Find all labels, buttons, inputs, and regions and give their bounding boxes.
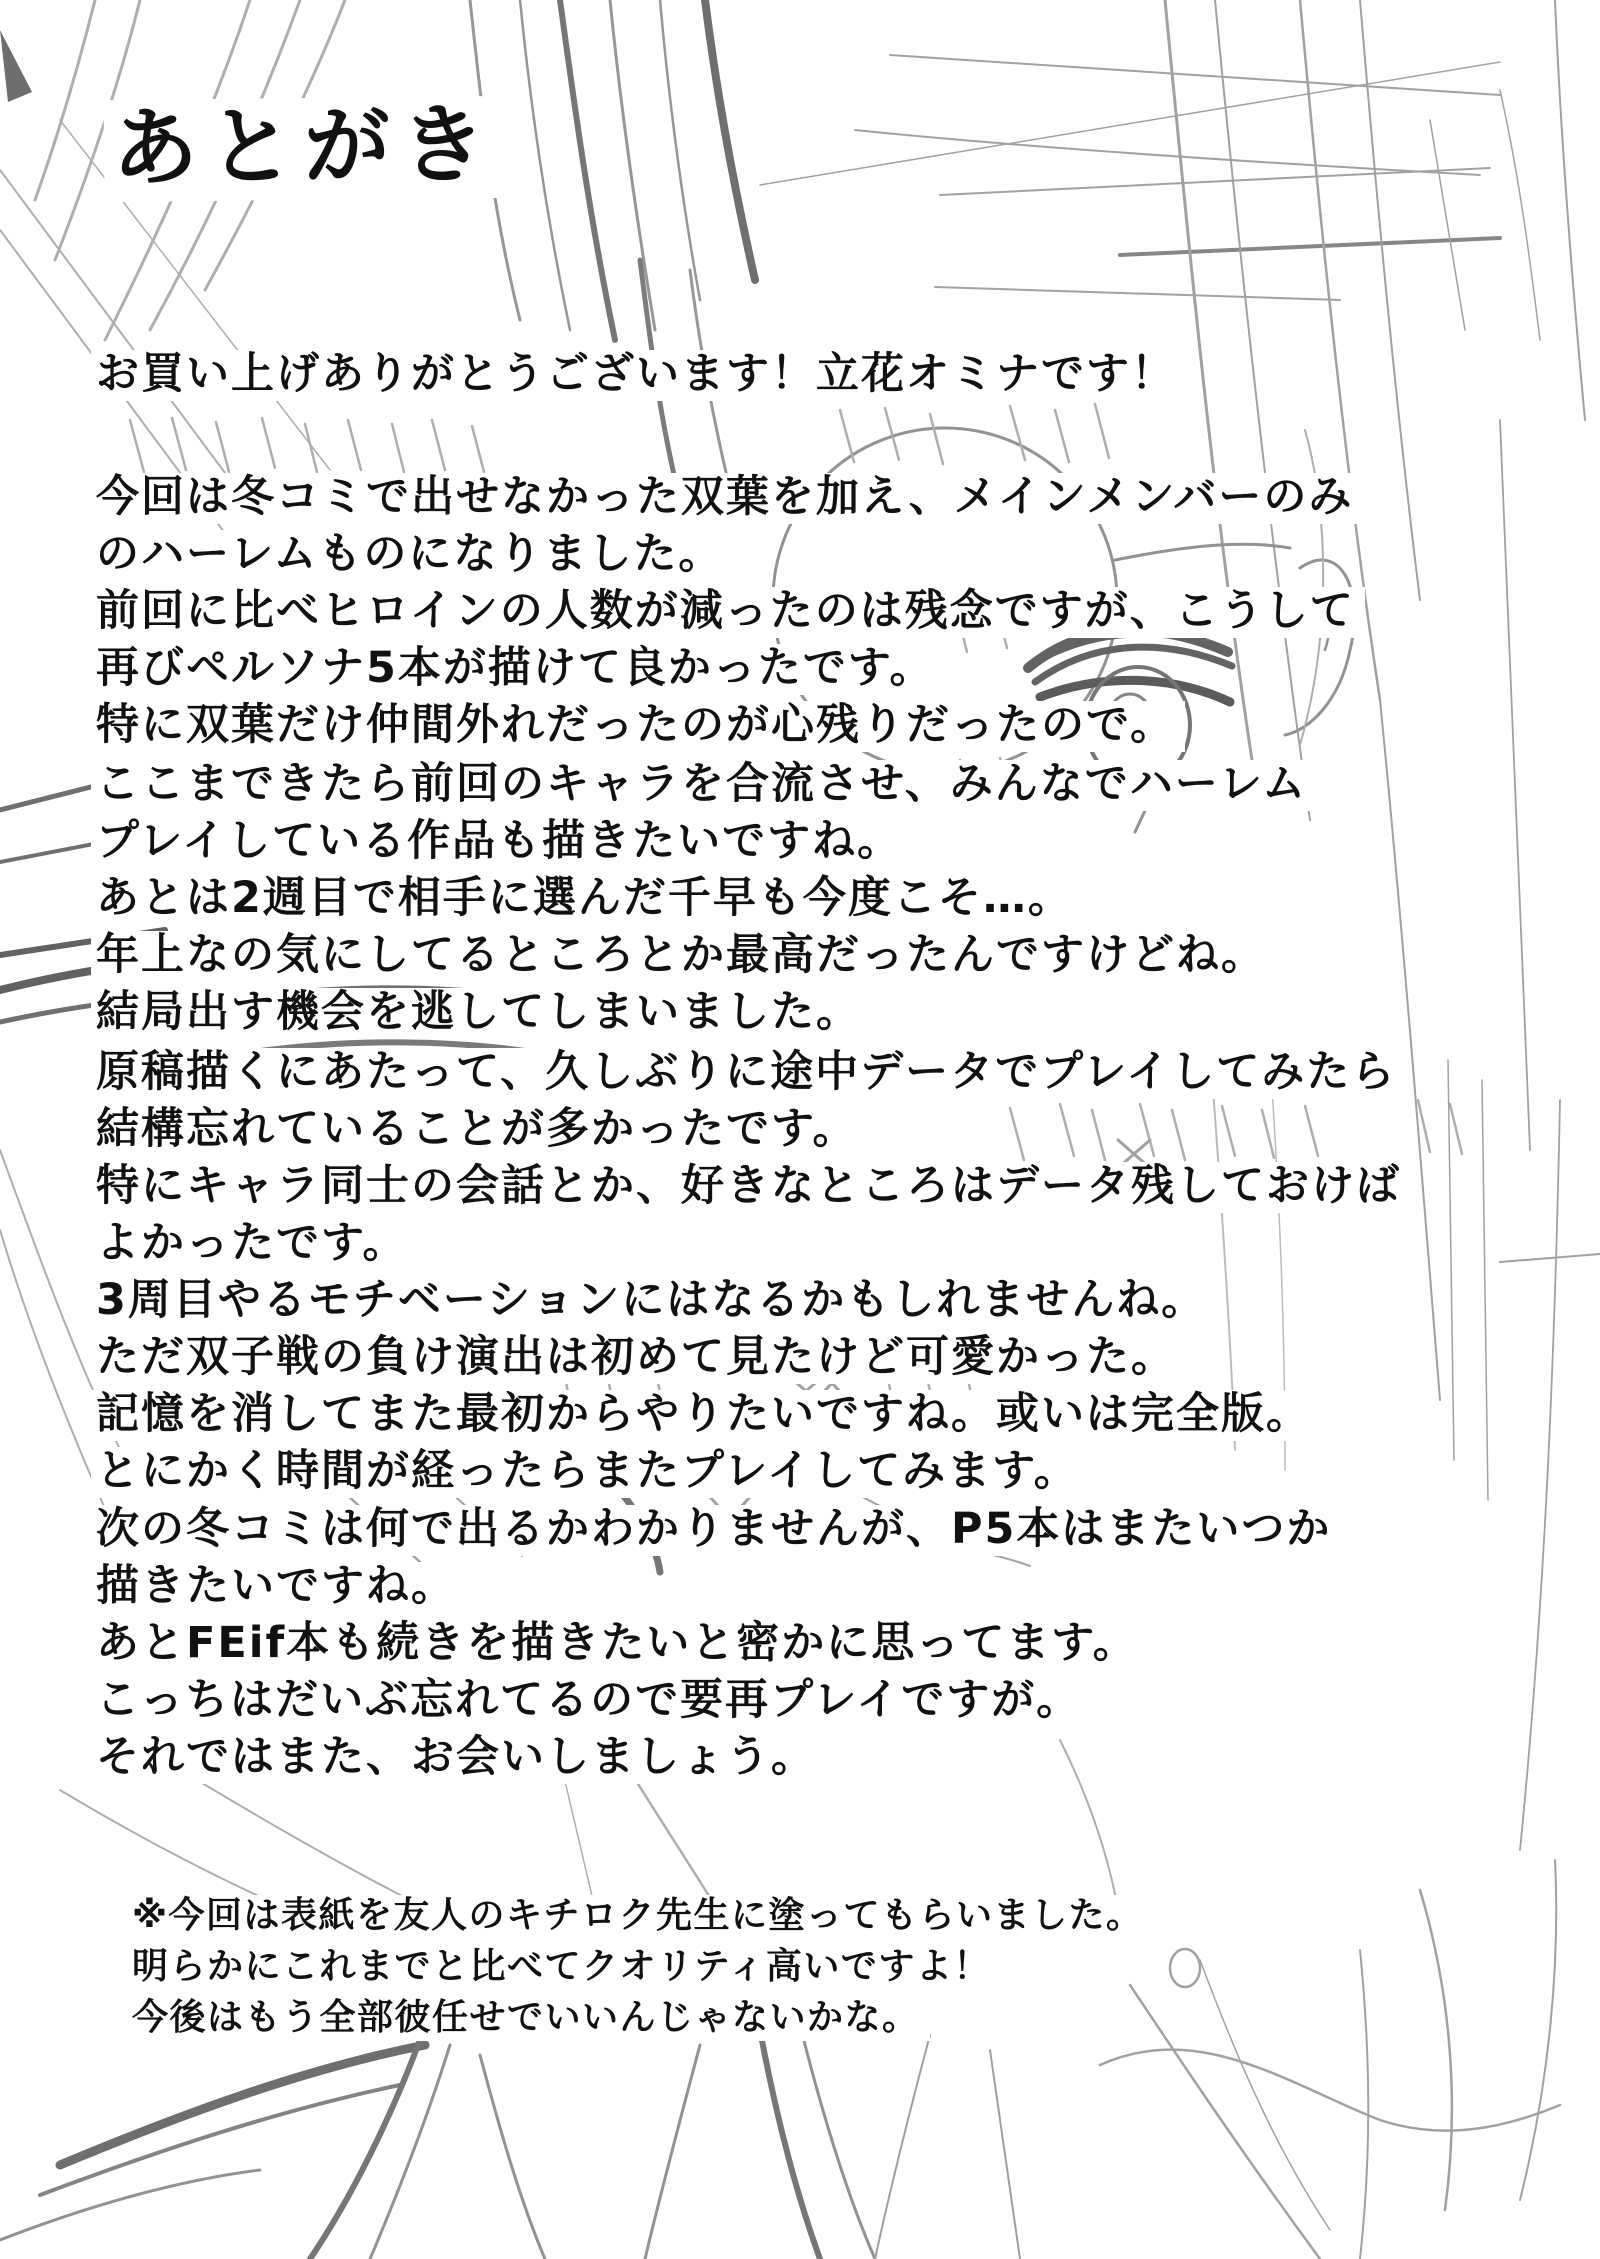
text-line: 結構忘れていることが多かったです。 [91, 1105, 868, 1156]
paragraph-3 [96, 1048, 1411, 1504]
text-line: 明らかにこれまでと比べてクオリティ高いですよ！ [127, 1946, 1001, 1990]
text-line: プレイしている作品も描きたいですね。 [91, 817, 912, 868]
text-line: 今後はもう全部彼任せでいいんじゃないかな。 [127, 1997, 930, 2041]
text-line: とにかく時間が経ったらまたプレイしてみます。 [91, 1447, 1089, 1498]
text-line: ただ双子戦の負け演出は初めて見たけど可愛かった。 [91, 1333, 1186, 1384]
text-line: それではまた、お会いしましょう。 [91, 1733, 826, 1784]
text-line: 特に双葉だけ仲間外れだったのが心残りだったので。 [91, 701, 1185, 752]
page-title: あとがき [103, 96, 510, 203]
text-line: 前回に比べヒロインの人数が減ったのは残念ですが、こうして [91, 587, 1365, 638]
text-line: ※今回は表紙を友人のキチロク先生に塗ってもらいました。 [127, 1895, 1154, 1939]
greeting-paragraph [96, 350, 1186, 407]
text-line: 3周目やるモチベーションにはなるかもしれませんね。 [91, 1276, 1216, 1327]
text-line: 次の冬コミは何で出るかわかりませんが、P5本はまたいつか [91, 1505, 1341, 1556]
footnote-paragraph [132, 1895, 1154, 2048]
text-line: あとFEif本も続きを描きたいと密かに思ってます。 [91, 1619, 1148, 1670]
paragraph-1 [96, 473, 1365, 758]
text-line: 年上なの気にしてるところとか最高だったんですけどね。 [91, 931, 1276, 982]
paragraph-2 [96, 760, 1317, 1045]
text-line: よかったです。 [91, 1219, 418, 1270]
text-line: こっちはだいぶ忘れてるので要再プレイですが。 [91, 1676, 1091, 1727]
text-line: 特にキャラ同士の会話とか、好きなところはデータ残しておけば [91, 1162, 1411, 1213]
text-line: 描きたいですね。 [91, 1562, 466, 1613]
text-line: のハーレムものになりました。 [91, 530, 733, 581]
text-line: 今回は冬コミで出せなかった双葉を加え、メインメンバーのみ [91, 473, 1363, 524]
text-line: あとは2週目で相手に選んだ千早も今度こそ…。 [91, 874, 1083, 925]
paragraph-4 [96, 1505, 1341, 1790]
text-line: 結局出す機会を逃してしまいました。 [91, 988, 871, 1039]
text-line: 記憶を消してまた最初からやりたいですね。或いは完全版。 [91, 1390, 1321, 1441]
text-line: 再びペルソナ5本が描けて良かったです。 [91, 644, 944, 695]
text-line: 原稿描くにあたって、久しぶりに途中データでプレイしてみたら [91, 1048, 1406, 1099]
text-line: ここまできたら前回のキャラを合流させ、みんなでハーレム [91, 760, 1317, 811]
text-line: お買い上げありがとうございます！立花オミナです！ [91, 350, 1186, 401]
